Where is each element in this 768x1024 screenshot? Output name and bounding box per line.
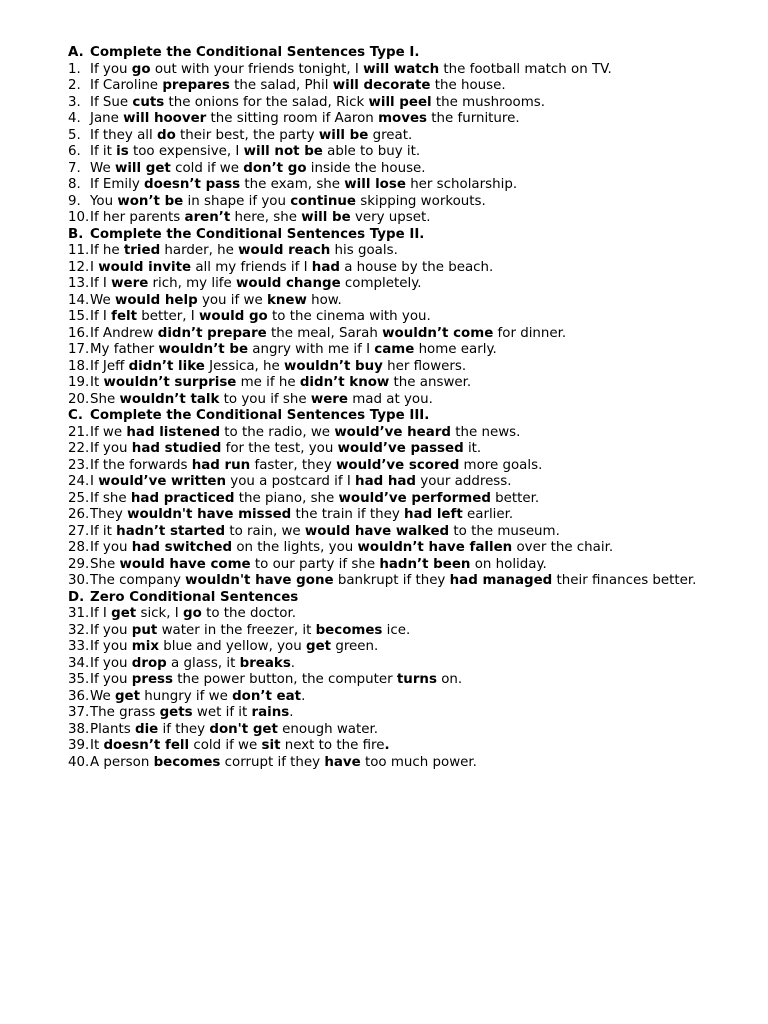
- verb-form: die: [134, 721, 159, 737]
- verb-form: will peel: [368, 94, 432, 110]
- sentence-item: [68, 342, 708, 359]
- sentence-text: If they all do their best, the party will be great.: [90, 127, 413, 143]
- verb-form: gets: [159, 705, 193, 720]
- item-number: 34.: [68, 655, 90, 671]
- sentence-item: [68, 606, 708, 623]
- sentence-item: [68, 672, 708, 689]
- verb-form: don’t go: [243, 160, 307, 176]
- verb-form: won’t be: [117, 193, 184, 209]
- verb-form: wouldn’t have fallen: [357, 540, 513, 555]
- sentence-item: [68, 656, 708, 673]
- verb-form: knew: [266, 292, 307, 308]
- sentence-item: [68, 722, 708, 739]
- verb-form: breaks: [239, 655, 291, 671]
- verb-form: had had: [355, 474, 417, 489]
- sentence-item: [68, 128, 708, 145]
- sentence-text: If you drop a glass, it breaks.: [90, 655, 296, 671]
- sentence-item: [68, 639, 708, 656]
- sentence-item: [68, 474, 708, 491]
- item-number: 25.: [68, 490, 90, 506]
- sentence-item: [68, 260, 708, 277]
- verb-form: would go: [199, 309, 268, 324]
- verb-form: get: [114, 688, 141, 704]
- item-number: 35.: [68, 672, 90, 687]
- sentence-item: [68, 293, 708, 310]
- item-number: 9.: [68, 193, 81, 209]
- sentence-item: [68, 573, 708, 590]
- item-number: 27.: [68, 523, 90, 539]
- verb-form: have: [324, 754, 361, 770]
- verb-form: will be: [301, 210, 351, 225]
- verb-form: had run: [191, 457, 251, 473]
- verb-form: don't get: [209, 721, 278, 737]
- sentence-text: We would help you if we knew how.: [90, 292, 342, 308]
- verb-form: didn’t prepare: [157, 325, 267, 341]
- sentence-item: [68, 755, 708, 772]
- verb-form: would’ve scored: [336, 457, 460, 473]
- section-title: Zero Conditional Sentences: [90, 589, 299, 605]
- item-number: 3.: [68, 94, 81, 110]
- item-number: 6.: [68, 144, 81, 159]
- item-number: 2.: [68, 78, 81, 93]
- item-number: 19.: [68, 375, 90, 390]
- item-number: 37.: [68, 705, 90, 720]
- verb-form: didn’t like: [128, 358, 205, 374]
- verb-form: moves: [378, 111, 427, 126]
- item-number: 13.: [68, 276, 90, 291]
- verb-form: will decorate: [332, 78, 431, 93]
- item-number: 16.: [68, 325, 90, 341]
- item-number: 26.: [68, 507, 90, 522]
- sentence-text: We will get cold if we don’t go inside the house.: [90, 160, 426, 176]
- verb-form: were: [310, 391, 348, 407]
- section-letter: B.: [68, 226, 84, 242]
- verb-form: is: [116, 144, 129, 159]
- sentence-text: She wouldn’t talk to you if she were mad at you.: [90, 391, 433, 407]
- item-number: 31.: [68, 606, 90, 621]
- verb-form: wouldn't have gone: [185, 573, 334, 588]
- sentence-item: [68, 309, 708, 326]
- sentence-text: The company wouldn't have gone bankrupt if they had managed their finances better.: [90, 573, 697, 588]
- sentence-text: If you had studied for the test, you would’ve passed it.: [90, 441, 482, 456]
- section-title: Complete the Conditional Sentences Type II.: [90, 226, 425, 242]
- sentence-text: If Emily doesn’t pass the exam, she will lose her scholarship.: [90, 177, 518, 192]
- verb-form: aren’t: [184, 210, 231, 225]
- sentence-item: [68, 375, 708, 392]
- item-number: 30.: [68, 573, 90, 588]
- verb-form: doesn’t fell: [103, 738, 190, 753]
- verb-form: will get: [114, 160, 171, 176]
- verb-form: mix: [131, 639, 159, 654]
- item-number: 36.: [68, 688, 90, 704]
- sentence-text: My father wouldn’t be angry with me if I came home early.: [90, 342, 497, 357]
- sentence-item: [68, 326, 708, 343]
- section-letter: D.: [68, 589, 85, 605]
- item-number: 24.: [68, 474, 90, 489]
- sentence-text: We get hungry if we don’t eat.: [90, 688, 306, 704]
- verb-form: get: [111, 606, 137, 621]
- verb-form: would have come: [119, 556, 251, 572]
- item-number: 38.: [68, 721, 90, 737]
- sentence-text: A person becomes corrupt if they have too much power.: [90, 754, 477, 770]
- verb-form: would reach: [238, 243, 331, 258]
- sentence-text: She would have come to our party if she hadn’t been on holiday.: [90, 556, 547, 572]
- verb-form: hadn’t been: [379, 556, 471, 572]
- sentence-text: If you put water in the freezer, it becomes ice.: [90, 622, 411, 638]
- verb-form: turns: [396, 672, 437, 687]
- verb-form: came: [374, 342, 415, 357]
- verb-form: didn’t know: [299, 375, 390, 390]
- verb-form: cuts: [132, 94, 165, 110]
- item-number: 1.: [68, 61, 81, 77]
- sentence-item: [68, 177, 708, 194]
- section-title: Complete the Conditional Sentences Type I.: [90, 45, 420, 60]
- sentence-text: If it hadn’t started to rain, we would have walked to the museum.: [90, 523, 560, 539]
- item-number: 4.: [68, 111, 81, 126]
- sentence-item: [68, 524, 708, 541]
- section-heading: [68, 590, 708, 607]
- verb-form: drop: [131, 655, 167, 671]
- verb-form: press: [131, 672, 173, 687]
- verb-form: continue: [290, 193, 357, 209]
- sentence-item: [68, 491, 708, 508]
- verb-form: wouldn’t come: [382, 325, 494, 341]
- sentence-text: If we had listened to the radio, we would’ve heard the news.: [90, 424, 521, 440]
- sentence-text: If Jeff didn’t like Jessica, he wouldn’t buy her flowers.: [90, 358, 467, 374]
- sentence-text: The grass gets wet if it rains.: [90, 705, 294, 720]
- section-letter: A.: [68, 45, 84, 60]
- sentence-item: [68, 276, 708, 293]
- verb-form: go: [183, 606, 202, 621]
- verb-form: prepares: [162, 78, 230, 93]
- verb-form: felt: [111, 309, 138, 324]
- sentence-item: [68, 144, 708, 161]
- sentence-item: [68, 623, 708, 640]
- verb-form: would’ve passed: [337, 441, 464, 456]
- sentence-text: If I were rich, my life would change completely.: [90, 276, 422, 291]
- sentence-text: I would’ve written you a postcard if I had had your address.: [90, 474, 512, 489]
- sentence-text: If the forwards had run faster, they would’ve scored more goals.: [90, 457, 543, 473]
- item-number: 17.: [68, 342, 90, 357]
- sentence-text: If it is too expensive, I will not be able to buy it.: [90, 144, 421, 159]
- sentence-text: If you go out with your friends tonight, I will watch the football match on TV.: [90, 61, 612, 77]
- sentence-text: If you had switched on the lights, you wouldn’t have fallen over the chair.: [90, 540, 614, 555]
- sentence-text: If Andrew didn’t prepare the meal, Sarah wouldn’t come for dinner.: [90, 325, 567, 341]
- verb-form: had listened: [126, 424, 221, 440]
- item-number: 32.: [68, 622, 90, 638]
- sentence-item: [68, 392, 708, 409]
- verb-form: wouldn’t buy: [284, 358, 383, 374]
- sentence-item: [68, 540, 708, 557]
- worksheet: [68, 45, 708, 771]
- sentence-text: Plants die if they don't get enough water.: [90, 721, 379, 737]
- item-number: 33.: [68, 639, 90, 654]
- sentence-item: [68, 95, 708, 112]
- verb-form: would have walked: [304, 523, 450, 539]
- verb-form: .: [384, 738, 390, 753]
- sentence-text: If I get sick, I go to the doctor.: [90, 606, 297, 621]
- sentence-item: [68, 441, 708, 458]
- sentence-text: If you press the power button, the computer turns on.: [90, 672, 463, 687]
- sentence-text: If she had practiced the piano, she would’ve performed better.: [90, 490, 540, 506]
- verb-form: will not be: [243, 144, 323, 159]
- sentence-text: You won’t be in shape if you continue skipping workouts.: [90, 193, 486, 209]
- item-number: 5.: [68, 127, 81, 143]
- sentence-text: If I felt better, I would go to the cinema with you.: [90, 309, 431, 324]
- sentence-item: [68, 243, 708, 260]
- verb-form: had practiced: [130, 490, 235, 506]
- sentence-item: [68, 78, 708, 95]
- sentence-item: [68, 359, 708, 376]
- section-heading: [68, 408, 708, 425]
- verb-form: will watch: [363, 61, 440, 77]
- verb-form: will hoover: [123, 111, 207, 126]
- section-heading: [68, 45, 708, 62]
- item-number: 11.: [68, 243, 90, 258]
- sentence-item: [68, 111, 708, 128]
- verb-form: were: [111, 276, 149, 291]
- sentence-text: If he tried harder, he would reach his goals.: [90, 243, 398, 258]
- verb-form: would invite: [98, 259, 192, 275]
- verb-form: would’ve written: [98, 474, 227, 489]
- sentence-text: If Sue cuts the onions for the salad, Rick will peel the mushrooms.: [90, 94, 545, 110]
- verb-form: wouldn’t surprise: [103, 375, 237, 390]
- sentence-item: [68, 557, 708, 574]
- verb-form: had left: [404, 507, 463, 522]
- item-number: 12.: [68, 259, 90, 275]
- sentence-text: If her parents aren’t here, she will be very upset.: [90, 210, 431, 225]
- item-number: 23.: [68, 457, 90, 473]
- item-number: 28.: [68, 540, 90, 555]
- item-number: 10.: [68, 210, 90, 225]
- verb-form: rains: [251, 705, 290, 720]
- sentence-item: [68, 62, 708, 79]
- verb-form: don’t eat: [232, 688, 302, 704]
- verb-form: wouldn’t talk: [119, 391, 220, 407]
- verb-form: hadn’t started: [116, 523, 226, 539]
- verb-form: will be: [318, 127, 369, 143]
- item-number: 22.: [68, 441, 90, 456]
- verb-form: becomes: [153, 754, 221, 770]
- sentence-item: [68, 210, 708, 227]
- sentence-item: [68, 738, 708, 755]
- item-number: 39.: [68, 738, 90, 753]
- sentence-text: Jane will hoover the sitting room if Aaron moves the furniture.: [90, 111, 520, 126]
- item-number: 40.: [68, 754, 90, 770]
- item-number: 29.: [68, 556, 90, 572]
- sentence-text: It doesn’t fell cold if we sit next to the fire.: [90, 738, 390, 753]
- verb-form: get: [306, 639, 332, 654]
- sentence-item: [68, 507, 708, 524]
- sentence-item: [68, 458, 708, 475]
- sentence-item: [68, 194, 708, 211]
- verb-form: had managed: [449, 573, 553, 588]
- item-number: 14.: [68, 292, 90, 308]
- section-heading: [68, 227, 708, 244]
- item-number: 20.: [68, 391, 90, 407]
- verb-form: had studied: [131, 441, 222, 456]
- verb-form: would change: [236, 276, 341, 291]
- sentence-text: They wouldn't have missed the train if they had left earlier.: [90, 507, 514, 522]
- item-number: 8.: [68, 177, 81, 192]
- verb-form: go: [131, 61, 151, 77]
- sentence-item: [68, 425, 708, 442]
- verb-form: sit: [261, 738, 281, 753]
- section-letter: C.: [68, 408, 83, 423]
- item-number: 21.: [68, 424, 90, 440]
- section-title: Complete the Conditional Sentences Type III.: [90, 408, 430, 423]
- verb-form: would’ve performed: [338, 490, 491, 506]
- verb-form: would’ve heard: [334, 424, 451, 440]
- sentence-item: [68, 161, 708, 178]
- verb-form: doesn’t pass: [144, 177, 241, 192]
- verb-form: had: [311, 259, 340, 275]
- verb-form: wouldn’t be: [158, 342, 249, 357]
- sentence-item: [68, 689, 708, 706]
- item-number: 18.: [68, 358, 90, 374]
- sentence-text: If Caroline prepares the salad, Phil will decorate the house.: [90, 78, 506, 93]
- verb-form: wouldn't have missed: [127, 507, 292, 522]
- sentence-text: I would invite all my friends if I had a house by the beach.: [90, 259, 494, 275]
- verb-form: would help: [114, 292, 198, 308]
- item-number: 7.: [68, 160, 81, 176]
- verb-form: put: [131, 622, 158, 638]
- verb-form: do: [156, 127, 176, 143]
- sentence-item: [68, 705, 708, 722]
- verb-form: had switched: [131, 540, 233, 555]
- verb-form: tried: [123, 243, 161, 258]
- verb-form: becomes: [315, 622, 383, 638]
- item-number: 15.: [68, 309, 90, 324]
- verb-form: will lose: [344, 177, 406, 192]
- sentence-text: If you mix blue and yellow, you get green.: [90, 639, 379, 654]
- sentence-text: It wouldn’t surprise me if he didn’t know the answer.: [90, 375, 472, 390]
